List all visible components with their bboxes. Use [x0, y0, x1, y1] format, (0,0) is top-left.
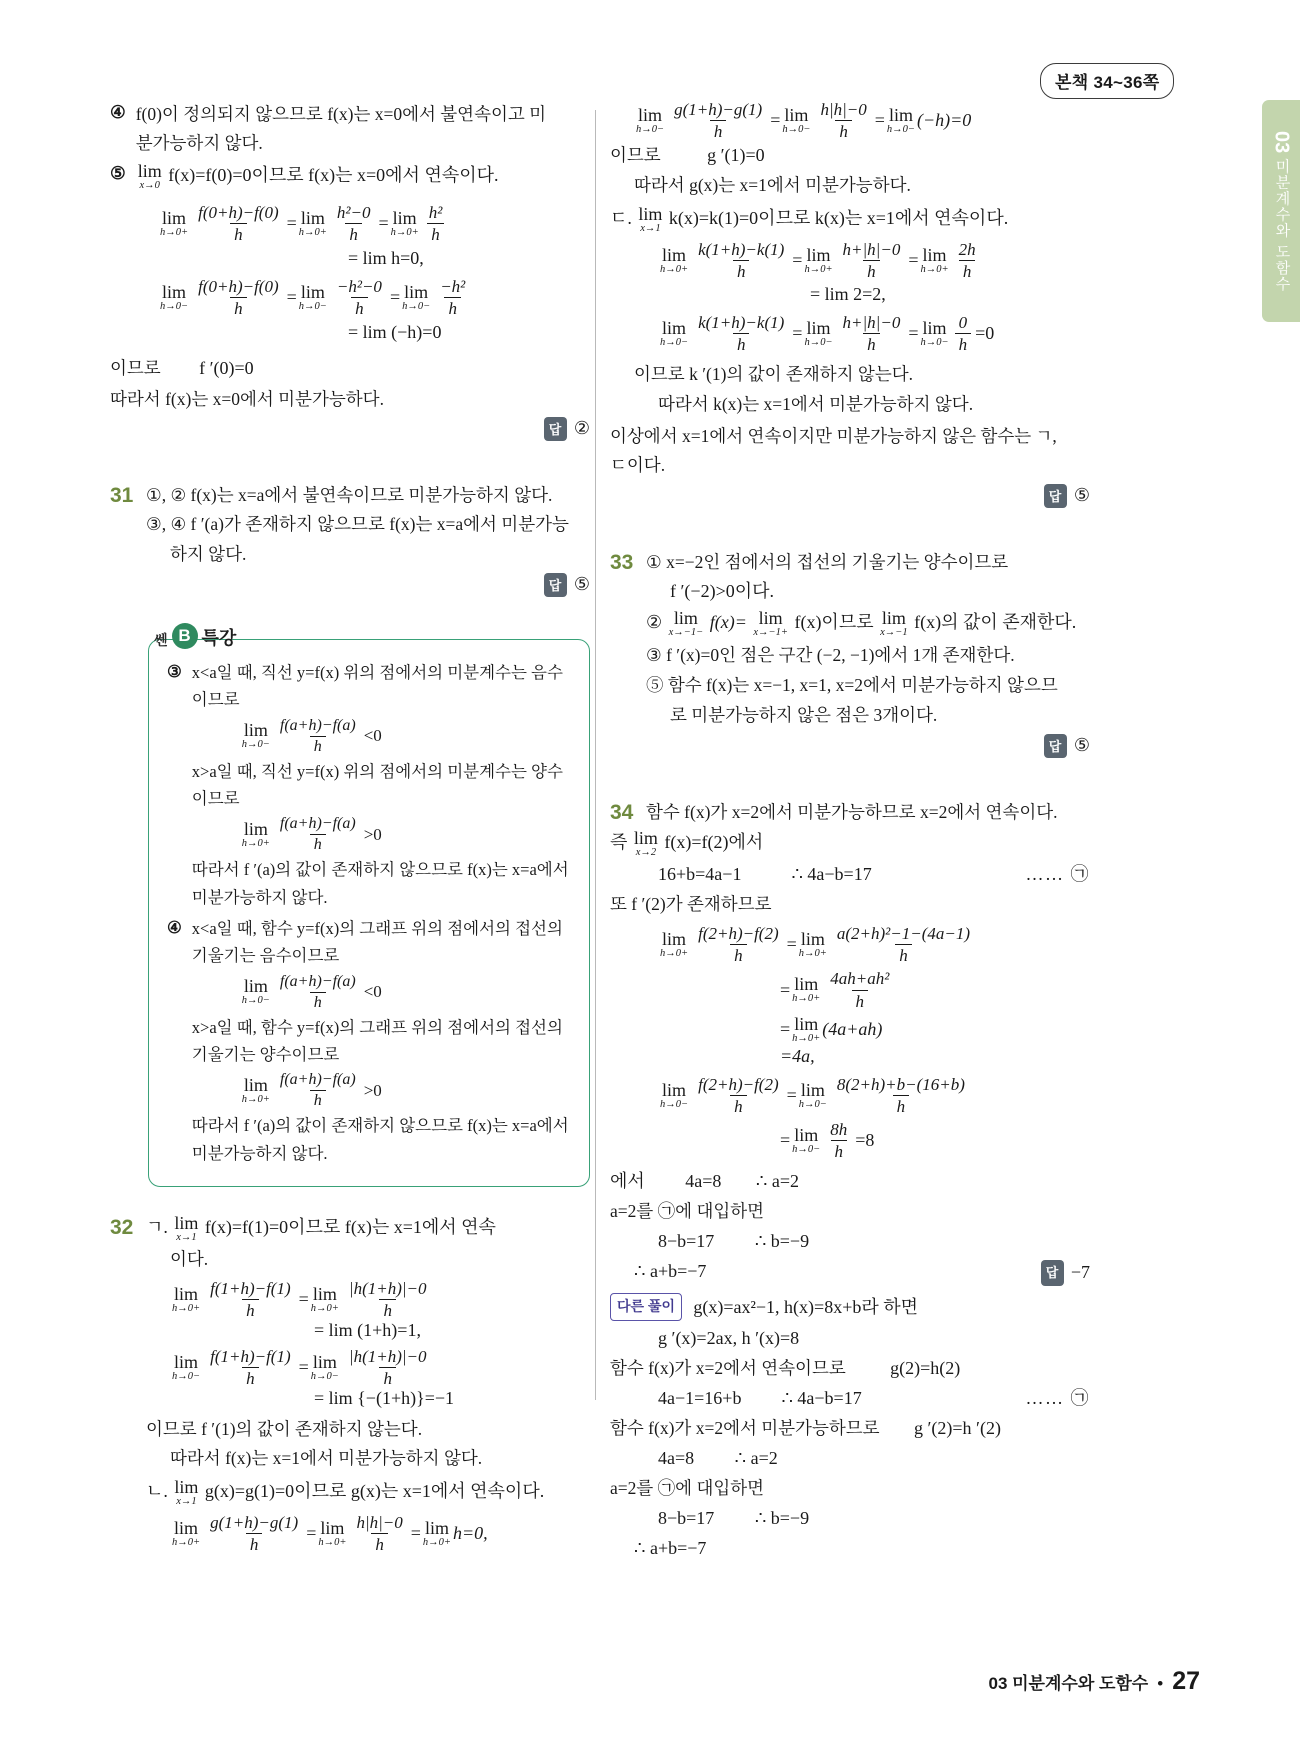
eq-result: ∴ 4a−b=17 [791, 863, 872, 884]
alt-line-1-text: g(x)=ax²−1, h(x)=8x+b라 하면 [693, 1297, 919, 1318]
relation: >0 [363, 1080, 382, 1100]
alternate-solution-line-3 [610, 1354, 1090, 1383]
item-4-line-6: 미분가능하지 않다. [191, 1143, 328, 1163]
fraction: $\frac{0}{h}$ [955, 313, 972, 354]
relation: >0 [363, 824, 382, 844]
fraction: $\frac{f(a+h)-f(a)}{h}$ [279, 815, 356, 854]
part-c-conclusion-1: 이므로 k ′(1)의 값이 존재하지 않는다. [634, 364, 913, 385]
problem-32 [110, 1213, 590, 1554]
alternate-solution-line-6 [610, 1444, 1090, 1473]
limit-operator: lim x→−1− [668, 608, 704, 639]
cont32-conclusion-2: 따라서 g(x)는 x=1에서 미분가능하다. [634, 175, 911, 196]
conclusion-result: ∴ b=−9 [754, 1230, 810, 1251]
lim-text: lim [137, 160, 162, 181]
item-5-text: 함수 f(x)는 x=−1, x=1, x=2에서 미분가능하지 않으므 [667, 675, 1058, 696]
alt-eq-result: ∴ 4a−b=17 [781, 1387, 862, 1408]
item-2-tail: f(x)의 값이 존재한다. [914, 612, 1077, 633]
eq-tail: =8 [855, 1130, 875, 1151]
problem-32-part-b [146, 1477, 590, 1508]
part-c-equation-2: lim h→0− $\frac{k(1+h)-k(1)}{h}$ = lim h→0− $\frac{h+|h|-0}{h}$ = lim h→0− $\frac{0}{h}$ =0 [660, 313, 995, 355]
limit-operator: lim h→0− [160, 282, 189, 313]
limit-operator: lim h→0+ [920, 244, 949, 275]
limit-operator: lim h→0+ [792, 1013, 821, 1044]
limit-operator: lim h→0+ [422, 1518, 452, 1549]
limit-operator: lim h→0+ [660, 244, 689, 275]
limit-operator: lim h→0− [798, 1079, 827, 1110]
limit-operator: lim h→0− [660, 1079, 689, 1110]
alternate-solution-line-7: a=2를 ㉠에 대입하면 [610, 1478, 765, 1499]
answer-row [610, 734, 1090, 758]
fraction: $\frac{f(2+h)-f(2)}{h}$ [698, 924, 779, 966]
fraction: $\frac{2h}{h}$ [958, 240, 976, 282]
part-a-conclusion-2: 따라서 f(x)는 x=1에서 미분가능하지 않다. [170, 1448, 483, 1469]
item-5-marker: ⑤ [646, 675, 664, 696]
problem-34-line-1: 함수 f(x)가 x=2에서 미분가능하므로 x=2에서 연속이다. [646, 801, 1058, 822]
problem-34-eq-ka [610, 860, 1090, 889]
problem-34-conclusion-4 [610, 1257, 1090, 1288]
limit-operator: lim h→0+ [318, 1518, 347, 1549]
limit-operator: lim h→0+ [390, 208, 419, 239]
eq-row-1 [158, 203, 590, 244]
limit-operator: lim x→−1 [880, 608, 908, 639]
limit-operator: lim x→−1+ [753, 608, 788, 639]
alt-eq-result: ∴ a=2 [734, 1448, 778, 1469]
alternate-solution-line-1 [610, 1293, 1090, 1322]
derivative-value: g ′(1)=0 [707, 145, 765, 166]
problem-33-item-2 [646, 608, 1090, 639]
part-a-equation-1: lim h→0+ $\frac{f(1+h)-f(1)}{h}$ = lim h→0+ $\frac{|h(1+h)|-0}{h}$ [146, 1279, 590, 1320]
problem-32-part-c [610, 204, 1090, 235]
line-2-text: f(x)=f(2)에서 [664, 832, 764, 853]
limit-operator: lim h→0− [402, 282, 431, 313]
eq-left: 16+b=4a−1 [658, 863, 742, 884]
limit-operator: lim h→0+ [798, 929, 827, 960]
part-a-equation-2-cont [146, 1388, 590, 1409]
part-a-text: f(x)=f(1)=0이므로 f(x)는 x=1에서 연속 [204, 1216, 496, 1237]
conclusion-line-1 [110, 354, 590, 383]
item-3-marker: ③ [167, 661, 182, 681]
problem-34-eq-1-r3: = lim h→0+ (4a+ah) [780, 1013, 883, 1044]
answer-value: ② [573, 418, 590, 439]
eq-tail: (−h)=0 [917, 110, 972, 131]
conclusion-line-2: 따라서 f(x)는 x=0에서 미분가능하다. [110, 388, 384, 409]
problem-31-line-3: 하지 않다. [170, 543, 247, 564]
continued-item-5 [110, 161, 590, 193]
limit-operator: lim x→1 [638, 203, 663, 234]
problem-34-line-4: 또 f ′(2)가 존재하므로 [610, 894, 772, 915]
derivative-value: f ′(0)=0 [199, 358, 254, 379]
alternate-solution-label: 다른 풀이 [610, 1293, 682, 1321]
problem-33-item-5 [646, 671, 1090, 699]
fraction: $\frac{\text{a(2+h)²−1−(4a−1)}}{h}$ [836, 924, 971, 966]
fraction: $\frac{g(1+h)-g(1)}{h}$ [674, 100, 763, 142]
answer-value: ⑤ [1073, 485, 1090, 506]
grade-badge-icon: B [172, 623, 198, 649]
item-3-text: f ′(x)=0인 점은 구간 (−2, −1)에서 1개 존재한다. [666, 644, 1015, 665]
limit-operator: lim h→0+ [298, 208, 327, 239]
limit-operator: lim h→0+ [310, 1283, 339, 1314]
answer-chip-icon: 답 [1044, 734, 1067, 758]
item-5-marker: ⑤ [110, 162, 126, 183]
item-4-line-4: 기울기는 양수이므로 [191, 1044, 340, 1064]
item-2-mid-2: f(x)이므로 [794, 612, 874, 633]
relation: <0 [363, 726, 382, 746]
equation-block-1 [110, 203, 590, 343]
fraction: $\frac{k(1+h)-k(1)}{h}$ [698, 240, 785, 282]
part-a-marker: ㄱ. [146, 1216, 168, 1237]
alt-eq-tag: …… ㉠ [1025, 1387, 1090, 1408]
fraction: $\frac{h+|h|-0}{h}$ [842, 313, 901, 355]
eq-tag: …… ㉠ [1025, 863, 1090, 884]
fraction: $\frac{f(a+h)-f(a)}{h}$ [279, 716, 356, 755]
fraction: $\frac{k(1+h)-k(1)}{h}$ [698, 313, 785, 355]
eq-expr: (4a+ah) [822, 1018, 883, 1039]
fraction: $\frac{f(2+h)-f(2)}{h}$ [698, 1075, 779, 1117]
answer-row [110, 417, 590, 441]
alternate-solution-line-4 [610, 1384, 1090, 1413]
fraction: $\frac{f(0+h)-f(0)}{h}$ [198, 203, 279, 245]
relation: <0 [363, 982, 382, 1002]
limit-operator: lim h→0− [920, 318, 949, 349]
part-a-conclusion-1: 이므로 f ′(1)의 값이 존재하지 않는다. [146, 1419, 423, 1439]
left-column [110, 100, 590, 1554]
fraction: $\frac{g(1+h)-g(1)}{h}$ [210, 1513, 299, 1555]
item-1-text: x=−2인 점에서의 접선의 기울기는 양수이므로 [666, 551, 1009, 572]
part-b-text: g(x)=g(1)=0이므로 g(x)는 x=1에서 연속이다. [204, 1480, 545, 1501]
item-3-line-4: 이므로 [191, 788, 240, 808]
continued-item-4 [110, 100, 590, 159]
limit-operator: lim h→0− [636, 104, 665, 135]
problem-31-line-1: ①, ② f(x)는 x=a에서 불연속이므로 미분가능하지 않다. [146, 484, 553, 505]
fraction: $\frac{h+|h|-0}{h}$ [842, 240, 901, 282]
footer-page-number: 27 [1172, 1667, 1200, 1695]
alt-line-5-text: 함수 f(x)가 x=2에서 미분가능하므로 [610, 1418, 880, 1439]
chapter-side-tab-text [1270, 131, 1293, 292]
fraction: $\frac{\text{−h²}}{h}$ [440, 277, 466, 319]
item-4-marker: ④ [167, 917, 182, 937]
problem-31-line-2: ③, ④ f ′(a)가 존재하지 않으므로 f(x)는 x=a에서 미분가능 [146, 514, 569, 535]
chapter-number: 03 [1270, 130, 1293, 153]
answer-row [110, 573, 590, 597]
answer-chip-icon: 답 [544, 573, 567, 597]
fraction: $\frac{f(1+h)-f(1)}{h}$ [210, 1346, 291, 1388]
problem-34 [610, 798, 1090, 828]
fraction: $\frac{\text{−h²−0}}{h}$ [336, 277, 382, 319]
limit-operator: lim h→0− [298, 282, 327, 313]
limit-operator [138, 162, 162, 192]
limit-operator: lim h→0− [782, 104, 811, 135]
item-5-text: f(x)=f(0)=0이므로 f(x)는 x=0에서 연속이다. [168, 164, 499, 185]
column-divider [595, 110, 596, 1400]
special-lecture-box [148, 639, 590, 1187]
brand-label: 쎈 [154, 631, 168, 648]
problem-32-continued [610, 100, 1090, 141]
alternate-solution-line-8 [610, 1504, 1090, 1533]
footer-separator: • [1157, 1674, 1164, 1693]
fraction: $\frac{\text{h²}}{h}$ [428, 203, 443, 245]
eq-result: =4a, [780, 1046, 815, 1067]
special-lecture-header [148, 623, 590, 649]
problem-32-number: 32 [110, 1215, 134, 1239]
conclusion-eq: 8−b=17 [658, 1230, 715, 1251]
limit-operator: lim h→0+ [660, 929, 689, 960]
part-b-marker: ㄴ. [146, 1480, 168, 1501]
special-item-3 [167, 660, 571, 912]
eq-cont-text: = lim {−(1+h)}=−1 [314, 1388, 455, 1408]
footer-chapter: 03 미분계수와 도함수 [988, 1674, 1149, 1693]
chapter-title: 미분계수와 도함수 [1273, 158, 1291, 292]
alternate-solution-line-2: g ′(x)=2ax, h ′(x)=8 [658, 1327, 800, 1348]
alt-line-3-eq: g(2)=h(2) [890, 1357, 961, 1378]
equals: = [378, 213, 389, 234]
problem-34-conclusion-2: a=2를 ㉠에 대입하면 [610, 1201, 765, 1222]
answer-chip-icon: 답 [1044, 484, 1067, 508]
conclusion-eq: 4a=8 [685, 1171, 722, 1192]
cont32-conclusion-1 [610, 141, 1090, 170]
limit-operator: lim h→0− [172, 1351, 201, 1382]
part-b-equation-minus: lim h→0− $\frac{g(1+h)-g(1)}{h}$ = lim h→0− $\frac{h|h|-0}{h}$ = lim h→0− (−h)=0 [636, 100, 972, 142]
part-a-equation-1-cont [146, 1320, 590, 1341]
limit-operator: lim x→1 [174, 1213, 199, 1244]
problem-33 [610, 548, 1090, 730]
alt-line-5-eq: g ′(2)=h ′(2) [913, 1418, 1001, 1439]
limit-operator: lim h→0+ [804, 244, 833, 275]
right-column [610, 100, 1090, 1564]
item-4-equation-2 [192, 1071, 571, 1110]
problem-34-eq-2: lim h→0− $\frac{f(2+h)-f(2)}{h}$ = lim h→0− $\frac{8(2+h)+b-(16+b)}{h}$ [610, 1075, 1090, 1116]
alt-eq-left: 8−b=17 [658, 1507, 715, 1528]
part-a-equation-2: lim h→0− $\frac{f(1+h)-f(1)}{h}$ = lim h→0− $\frac{|h(1+h)|-0}{h}$ [146, 1347, 590, 1388]
eq-tail: h=0, [453, 1523, 488, 1544]
answer-value: −7 [1070, 1262, 1090, 1283]
problem-34-line-2 [610, 828, 1090, 859]
alt-eq-result: ∴ b=−9 [754, 1507, 810, 1528]
fraction: $\frac{h|h|-0}{h}$ [356, 1513, 403, 1555]
answer-row [610, 484, 1090, 508]
fraction: $\frac{h|h|-0}{h}$ [820, 100, 867, 142]
answer-chip-icon: 답 [544, 417, 567, 441]
item-4-line-3: x>a일 때, 함수 y=f(x)의 그래프 위의 점에서의 접선의 [191, 1017, 563, 1037]
part-c-text: k(x)=k(1)=0이므로 k(x)는 x=1에서 연속이다. [668, 207, 1009, 228]
summary-line-2: ㄷ이다. [610, 455, 666, 476]
conclusion-prefix: 에서 [610, 1171, 645, 1192]
problem-33-item-5b: 로 미분가능하지 않은 점은 3개이다. [670, 704, 938, 725]
eq-row-2 [158, 248, 590, 269]
special-item-4 [167, 916, 571, 1168]
limit-operator: lim h→0+ [160, 208, 189, 239]
problem-34-eq-1: lim h→0+ $\frac{f(2+h)-f(2)}{h}$ = lim h→0+ $\frac{\text{a(2+h)²−1−(4a−1)}}{h}$ [610, 924, 1090, 965]
limit-operator: lim h→0+ [172, 1283, 201, 1314]
item-3-line-2: 이므로 [191, 690, 240, 710]
answer-value: ⑤ [573, 574, 590, 595]
fraction: $\frac{f(a+h)-f(a)}{h}$ [279, 972, 356, 1011]
answer-value: ⑤ [1073, 735, 1090, 756]
problem-34-conclusion-3 [610, 1227, 1090, 1256]
eq-row-4 [158, 322, 590, 343]
eq-row-4-text: = lim (−h)=0 [348, 322, 442, 343]
problem-34-eq-1-r4 [610, 1046, 1090, 1067]
eq-cont-text: = lim 2=2, [810, 284, 886, 305]
part-b-equation: lim h→0+ $\frac{g(1+h)-g(1)}{h}$ = lim h→0+ $\frac{h|h|-0}{h}$ = lim h→0+ h=0, [172, 1513, 488, 1555]
fraction: $\frac{|h(1+h)|-0}{h}$ [348, 1278, 427, 1320]
special-lecture-section [110, 623, 590, 1187]
line-2-prefix: 즉 [610, 832, 628, 853]
fraction: $\frac{8h}{h}$ [830, 1120, 848, 1162]
limit-operator: lim h→0− [804, 318, 833, 349]
fraction: $\frac{8(2+h)+b-(16+b)}{h}$ [836, 1075, 965, 1117]
eq-tail: =0 [975, 323, 995, 344]
conclusion-prefix: 이므로 [110, 358, 161, 379]
part-c-marker: ㄷ. [610, 207, 632, 228]
part-c-equation-1: lim h→0+ $\frac{k(1+h)-k(1)}{h}$ = lim h→0+ $\frac{h+|h|-0}{h}$ = lim h→0+ $\frac{2h}{h}$ [610, 240, 1090, 281]
problem-31 [110, 481, 590, 569]
item-3-line-6: 미분가능하지 않다. [191, 887, 328, 907]
item-3-line-3: x>a일 때, 직선 y=f(x) 위의 점에서의 미분계수는 양수 [191, 761, 563, 781]
limit-operator: lim h→0− [660, 318, 689, 349]
special-lecture-title: 특강 [201, 627, 237, 648]
fraction: $\frac{f(0+h)-f(0)}{h}$ [198, 277, 279, 319]
problem-33-item-1 [646, 548, 1090, 576]
item-5-line-1 [136, 161, 590, 192]
item-4-marker: ④ [110, 102, 126, 122]
item-3-equation-2 [192, 815, 571, 854]
limit-operator: lim h→0− [241, 976, 270, 1007]
eq-row-3: lim h→0− $\frac{f(0+h)-f(0)}{h}$ = lim h→0− $\frac{\text{−h²−0}}{h}$ = lim h→0− $\frac{\text{−h²}}{h}$ [158, 277, 590, 318]
problem-31-number: 31 [110, 483, 134, 507]
alternate-solution-line-9: ∴ a+b=−7 [634, 1537, 707, 1558]
answer-chip-icon: 답 [1041, 1260, 1064, 1286]
part-c-equation-1-cont [610, 284, 1090, 305]
limit-operator: lim h→0− [886, 104, 916, 135]
equals: = [286, 213, 297, 234]
item-3-line-1: x<a일 때, 직선 y=f(x) 위의 점에서의 미분계수는 음수 [191, 662, 563, 682]
item-4-line-2: 기울기는 음수이므로 [191, 946, 340, 966]
item-2-mid: f(x)= [709, 612, 747, 633]
conclusion-result: ∴ a=2 [755, 1171, 800, 1192]
limit-operator: lim h→0− [792, 1124, 821, 1155]
item-4-line-1: x<a일 때, 함수 y=f(x)의 그래프 위의 점에서의 접선의 [191, 918, 563, 938]
limit-operator: lim h→0+ [172, 1518, 201, 1549]
problem-34-number: 34 [610, 800, 634, 824]
problem-34-eq-1-r2: = lim h→0+ $\frac{\text{4ah+ah²}}{h}$ [610, 969, 1090, 1010]
item-3-equation-1 [192, 717, 571, 756]
limit-operator: lim x→1 [174, 1476, 199, 1507]
item-4-line-5: 따라서 f ′(a)의 값이 존재하지 않으므로 f(x)는 x=a에서 [191, 1116, 569, 1136]
item-3-marker: ③ [646, 644, 662, 665]
limit-operator: lim x→2 [633, 828, 658, 859]
fraction: $\frac{f(a+h)-f(a)}{h}$ [279, 1071, 356, 1110]
limit-operator: lim h→0+ [241, 1074, 270, 1105]
fraction: $\frac{f(1+h)-f(1)}{h}$ [210, 1278, 291, 1320]
item-4-line-1: f(0)이 정의되지 않으므로 f(x)는 x=0에서 불연속이고 미 [135, 104, 547, 124]
limit-operator: lim h→0+ [792, 974, 821, 1005]
fraction: $\frac{|h(1+h)|-0}{h}$ [348, 1346, 427, 1388]
eq-row-2-text: = lim h=0, [348, 248, 424, 269]
item-4-equation-1 [192, 973, 571, 1012]
conclusion-prefix: 이므로 [610, 145, 661, 166]
fraction: $\frac{\text{4ah+ah²}}{h}$ [830, 969, 890, 1011]
problem-32-part-a [146, 1213, 590, 1244]
item-1-marker: ① [646, 551, 662, 572]
limit-operator: lim h→0− [241, 720, 270, 751]
problem-33-item-1b: f ′(−2)>0이다. [670, 581, 774, 602]
lim-subscript: x→0 [139, 179, 160, 191]
fraction: $\frac{\text{h²−0}}{h}$ [336, 203, 371, 245]
item-4-line-2: 분가능하지 않다. [135, 133, 263, 154]
item-3-line-5: 따라서 f ′(a)의 값이 존재하지 않으므로 f(x)는 x=a에서 [191, 860, 569, 880]
alt-line-3-text: 함수 f(x)가 x=2에서 연속이므로 [610, 1357, 846, 1378]
page-footer [989, 1667, 1201, 1696]
limit-operator: lim h→0+ [241, 819, 270, 849]
problem-33-number: 33 [610, 550, 634, 574]
alternate-solution-line-5 [610, 1414, 1090, 1443]
problem-33-item-3 [646, 641, 1090, 669]
summary-line-1: 이상에서 x=1에서 연속이지만 미분가능하지 않은 함수는 ㄱ, [610, 426, 1057, 446]
reference-page-badge: 본책 34~36쪽 [1040, 63, 1174, 99]
problem-34-conclusion-1 [610, 1167, 1090, 1196]
part-a-line-2: 이다. [170, 1248, 209, 1269]
item-2-marker: ② [646, 612, 663, 633]
alt-eq-left: 4a=8 [658, 1448, 695, 1469]
limit-operator: lim h→0− [310, 1351, 339, 1382]
part-c-conclusion-2: 따라서 k(x)는 x=1에서 미분가능하지 않다. [658, 393, 974, 414]
final-answer-expr: ∴ a+b=−7 [634, 1260, 707, 1281]
eq-cont-text: = lim (1+h)=1, [314, 1319, 421, 1340]
alt-eq-left: 4a−1=16+b [658, 1387, 742, 1408]
problem-34-eq-2-r2: = lim h→0− $\frac{8h}{h}$ =8 [780, 1120, 875, 1162]
chapter-side-tab [1262, 100, 1300, 322]
